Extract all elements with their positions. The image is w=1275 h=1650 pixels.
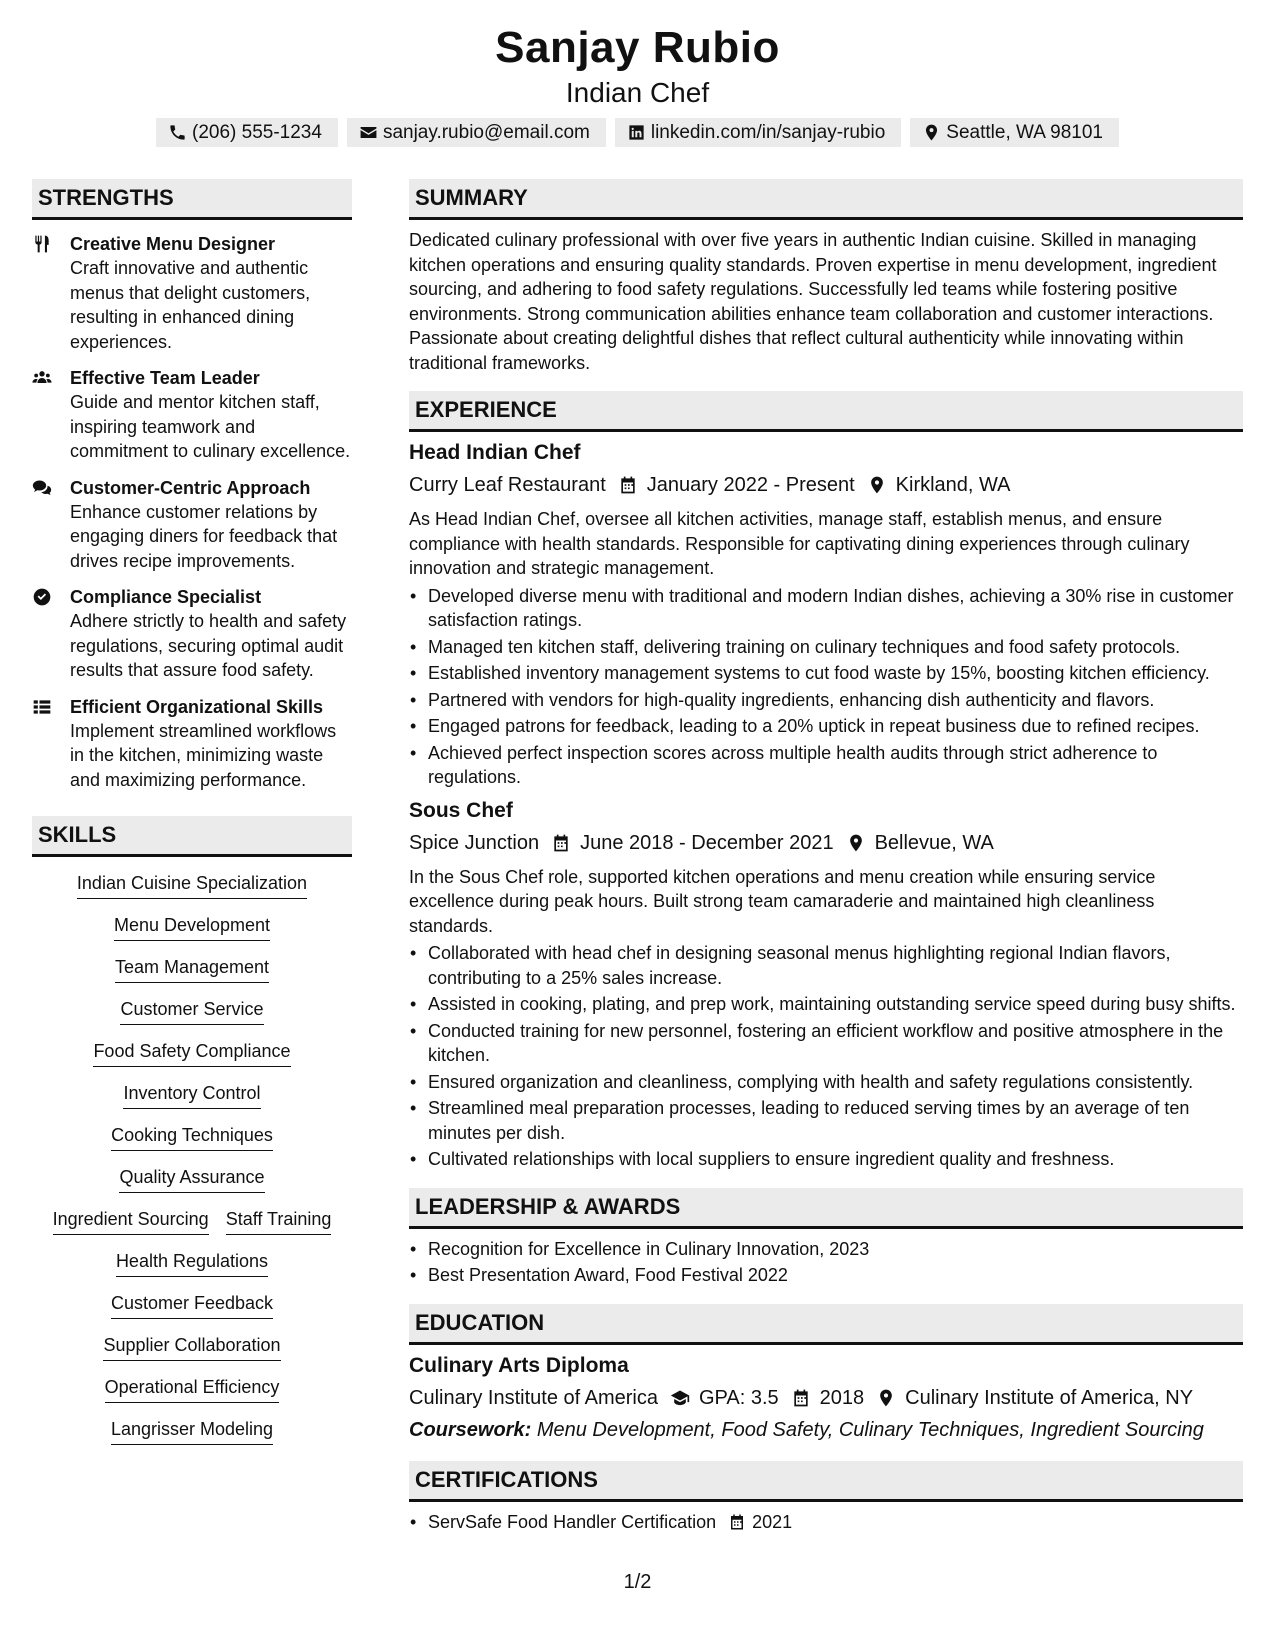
check-circle-icon (32, 587, 52, 607)
email-text: sanjay.rubio@email.com (382, 121, 590, 143)
resume-header (0, 22, 1275, 147)
linkedin-icon (627, 123, 646, 142)
strength-title: Creative Menu Designer (70, 234, 276, 254)
list-icon (32, 697, 52, 717)
candidate-name: Sanjay Rubio (495, 23, 780, 72)
contact-linkedin[interactable] (615, 118, 901, 147)
users-icon (32, 368, 52, 388)
strength-desc: Implement streamlined workflows in the kitchen, minimizing waste and maximizing performance. (70, 720, 337, 790)
summary-text: Dedicated culinary professional with over five years in authentic Indian cuisine. Skilled in managing kitchen operations and ensuring quality standards. Proven expertise in menu development, ingredient sourcing, and adhering to food safety regulations. Successfully led teams while fostering positive environments. Strong communication abilities enhance team collaboration and customer interactions. Passionate about creating delightful dishes that reflect cultural authenticity while innovating within traditional frameworks. (409, 230, 1217, 373)
map-pin-icon (876, 1388, 896, 1408)
skills-list (32, 871, 352, 1445)
experience-heading: EXPERIENCE (409, 391, 1243, 432)
skill-tag: Customer Service (120, 997, 263, 1025)
strength-title: Effective Team Leader (70, 368, 260, 388)
candidate-role: Indian Chef (565, 77, 710, 108)
phone-icon (168, 123, 187, 142)
certifications-list (409, 1510, 1243, 1535)
strength-item (32, 585, 352, 683)
skill-tag: Operational Efficiency (105, 1375, 280, 1403)
certification-item (409, 1510, 1243, 1535)
left-column (32, 179, 352, 1445)
strength-title: Efficient Organizational Skills (70, 696, 324, 717)
awards-heading: LEADERSHIP & AWARDS (409, 1188, 1243, 1229)
job-bullet: • Streamlined meal preparation processes, leading to reduced serving times by an average of ten minutes per dish. (409, 1096, 1243, 1145)
linkedin-text: linkedin.com/in/sanjay-rubio (650, 121, 886, 143)
graduation-cap-icon (670, 1388, 690, 1408)
job-bullet: • Cultivated relationships with local suppliers to ensure ingredient quality and freshness. (409, 1147, 1243, 1172)
job-location: Kirkland, WA (895, 474, 1011, 496)
contact-bar (0, 118, 1275, 147)
job-title: Sous Chef (409, 798, 513, 822)
school-name: Culinary Institute of America (409, 1386, 658, 1409)
certification-year: 2021 (752, 1511, 793, 1532)
award-item: • Best Presentation Award, Food Festival 2022 (409, 1263, 1243, 1288)
skills-heading: SKILLS (32, 816, 352, 857)
skill-tag: Indian Cuisine Specialization (77, 871, 307, 899)
contact-location (910, 118, 1119, 147)
map-pin-icon (922, 123, 941, 142)
job-description: As Head Indian Chef, oversee all kitchen activities, manage staff, establish menus, and ensure compliance with health standards. Responsible for captivating dining experiences through culinary innovation and strategic management. (409, 509, 1190, 578)
certifications-heading: CERTIFICATIONS (409, 1461, 1243, 1502)
strengths-heading: STRENGTHS (32, 179, 352, 220)
summary-heading: SUMMARY (409, 179, 1243, 220)
job-bullet: • Established inventory management systems to cut food waste by 15%, boosting kitchen efficiency. (409, 661, 1243, 686)
map-pin-icon (846, 833, 866, 853)
map-pin-icon (867, 475, 887, 495)
job-bullet: • Managed ten kitchen staff, delivering training on culinary techniques and food safety protocols. (409, 635, 1243, 660)
coursework-list: Menu Development, Food Safety, Culinary Techniques, Ingredient Sourcing (536, 1418, 1204, 1441)
skill-tag: Langrisser Modeling (111, 1417, 273, 1445)
job-dates: June 2018 - December 2021 (580, 831, 834, 854)
calendar-icon (551, 833, 571, 853)
strength-item (32, 476, 352, 574)
utensils-icon (32, 234, 52, 254)
job-location: Bellevue, WA (874, 831, 994, 854)
strength-item (32, 695, 352, 793)
job-meta (409, 470, 1243, 500)
job-bullet: • Developed diverse menu with traditional and modern Indian dishes, achieving a 30% rise in customer satisfaction ratings. (409, 584, 1243, 633)
comments-icon (32, 478, 52, 498)
job-dates: January 2022 - Present (646, 474, 855, 496)
gpa: GPA: 3.5 (699, 1386, 779, 1409)
contact-phone[interactable] (156, 118, 338, 147)
strength-title: Compliance Specialist (70, 587, 262, 607)
strength-item (32, 232, 352, 354)
page-number: 1/2 (623, 1571, 652, 1593)
right-column (409, 179, 1243, 1536)
job-meta (409, 828, 1243, 858)
skill-tag: Cooking Techniques (111, 1123, 273, 1151)
job-company: Curry Leaf Restaurant (409, 474, 606, 496)
coursework (409, 1415, 1243, 1445)
degree-title: Culinary Arts Diploma (409, 1353, 629, 1377)
job-bullet: • Engaged patrons for feedback, leading to a 20% uptick in repeat business due to refined recipes. (409, 714, 1243, 739)
envelope-icon (359, 123, 378, 142)
skill-tag: Supplier Collaboration (103, 1333, 280, 1361)
calendar-icon (618, 475, 638, 495)
skill-tag: Food Safety Compliance (93, 1039, 290, 1067)
skill-tag: Health Regulations (116, 1249, 268, 1277)
strength-item (32, 366, 352, 464)
certification-name: • ServSafe Food Handler Certification (428, 1511, 717, 1532)
calendar-icon (728, 1513, 746, 1531)
job-company: Spice Junction (409, 831, 540, 854)
skill-tag: Menu Development (114, 913, 270, 941)
job-bullet: • Collaborated with head chef in designing seasonal menus highlighting regional Indian flavors, contributing to a 25% sales increase. (409, 941, 1243, 990)
strength-desc: Adhere strictly to health and safety regulations, securing optimal audit results that assure food safety. (70, 611, 347, 680)
job-bullet: • Assisted in cooking, plating, and prep work, maintaining outstanding service speed during busy shifts. (409, 992, 1243, 1017)
strength-desc: Craft innovative and authentic menus that delight customers, resulting in enhanced dining experiences. (70, 258, 311, 352)
strength-desc: Enhance customer relations by engaging diners for feedback that drives recipe improvements. (70, 501, 338, 571)
strength-desc: Guide and mentor kitchen staff, inspiring teamwork and commitment to culinary excellence. (70, 392, 351, 461)
job-title: Head Indian Chef (409, 441, 581, 464)
education-heading: EDUCATION (409, 1304, 1243, 1345)
skill-tag: Team Management (115, 955, 269, 983)
location-text: Seattle, WA 98101 (946, 121, 1103, 143)
contact-email[interactable] (347, 118, 606, 147)
skill-tag: Customer Feedback (111, 1291, 273, 1319)
education-meta (409, 1383, 1243, 1413)
phone-text: (206) 555-1234 (192, 121, 322, 143)
job-description: In the Sous Chef role, supported kitchen operations and menu creation while ensuring service excellence during peak hours. Built strong team camaraderie and maintained high cleanliness standards. (409, 866, 1156, 936)
job-bullets (409, 941, 1243, 1172)
skill-tag: Staff Training (226, 1207, 332, 1235)
graduation-year: 2018 (819, 1386, 865, 1409)
award-item: • Recognition for Excellence in Culinary Innovation, 2023 (409, 1237, 1243, 1262)
skill-tag: Inventory Control (123, 1081, 260, 1109)
job-bullet: • Achieved perfect inspection scores across multiple health audits through strict adherence to regulations. (409, 741, 1243, 790)
skill-tag: Ingredient Sourcing (53, 1207, 209, 1235)
calendar-icon (791, 1388, 811, 1408)
job-bullets (409, 584, 1243, 790)
job-entry (409, 796, 1243, 1172)
job-bullet: • Conducted training for new personnel, fostering an efficient workflow and positive atmosphere in the kitchen. (409, 1019, 1243, 1068)
awards-list (409, 1237, 1243, 1288)
job-bullet: • Partnered with vendors for high-quality ingredients, enhancing dish authenticity and flavors. (409, 688, 1243, 713)
school-location: Culinary Institute of America, NY (905, 1386, 1194, 1409)
coursework-label: Coursework: (409, 1418, 532, 1441)
skill-tag: Quality Assurance (119, 1165, 264, 1193)
job-entry (409, 438, 1243, 790)
strength-title: Customer-Centric Approach (70, 477, 311, 498)
job-bullet: • Ensured organization and cleanliness, complying with health and safety regulations consistently. (409, 1070, 1243, 1095)
